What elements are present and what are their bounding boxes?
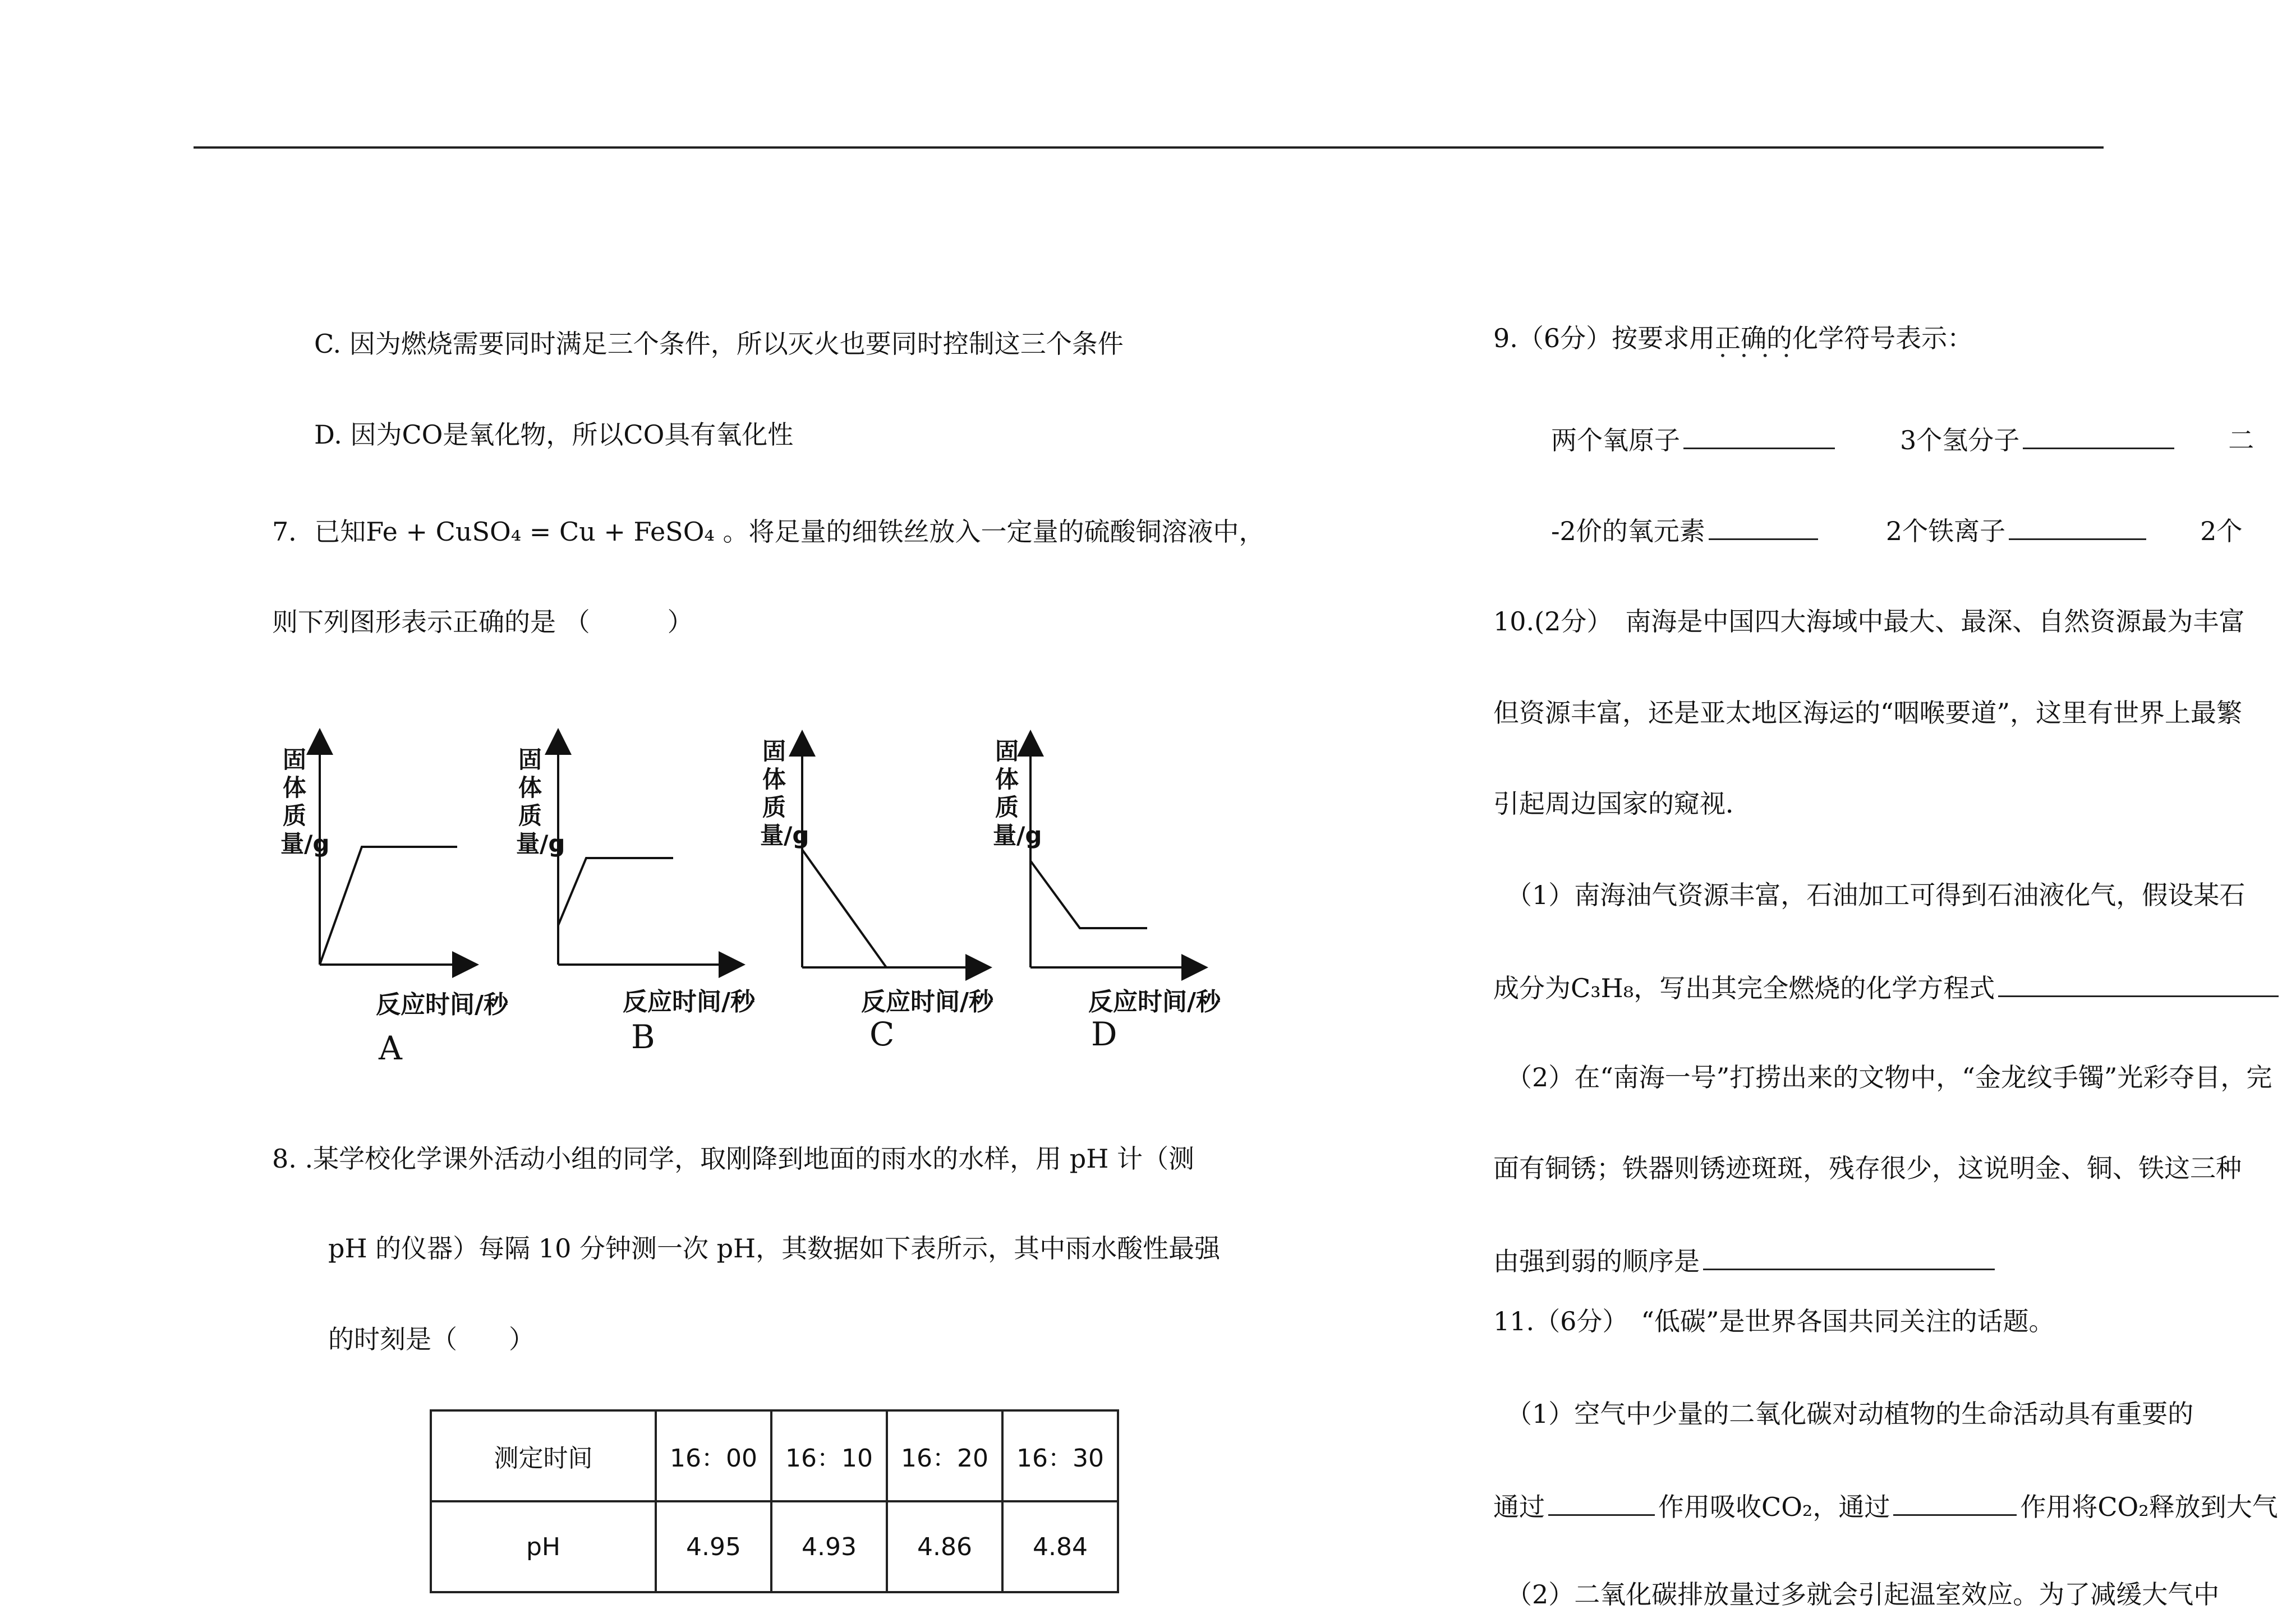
q9-title-prefix: 9.（6分）按要求用 — [1493, 323, 1715, 353]
answer-blank[interactable] — [2009, 516, 2146, 540]
graph-d-curve — [1030, 861, 1147, 928]
q10-line-2: 但资源丰富，还是亚太地区海运的“咽喉要道”，这里有世界上最繁 — [1493, 698, 2243, 728]
q10-sub1-line-1: （1）南海油气资源丰富，石油加工可得到石油液化气，假设某石 — [1506, 880, 2246, 910]
q9-item: 两个氧原子 — [1551, 425, 1680, 455]
q9-row-1 — [1551, 425, 2254, 453]
q9-item: 2个铁离子 — [1885, 516, 2006, 546]
q10-sub1-text: 成分为C₃H₈，写出其完全燃烧的化学方程式 — [1493, 973, 1995, 1003]
q6-option-c: C. 因为燃烧需要同时满足三个条件，所以灭火也要同时控制这三个条件 — [314, 329, 1124, 359]
graph-b-curve — [558, 858, 673, 925]
graph-a-y-label: 固体质量/g — [280, 746, 330, 857]
table-row-ph — [431, 1501, 1118, 1592]
answer-blank[interactable] — [1683, 425, 1835, 449]
q9-item: -2价的氧元素 — [1551, 516, 1705, 546]
answer-blank[interactable] — [2023, 425, 2174, 449]
q10-sub1-line-2 — [1493, 973, 2282, 1001]
graph-c-y-label: 固体质量/g — [760, 737, 809, 849]
time-cell: 16：10 — [771, 1410, 887, 1501]
graph-c-x-label: 反应时间/秒 — [861, 988, 994, 1016]
graph-b-letter: B — [631, 1018, 655, 1056]
graph-d-plot — [993, 732, 1206, 984]
q10-line-1: 10.(2分） 南海是中国四大海域中最大、最深、自然资源最为丰富 — [1493, 606, 2245, 637]
q8-line-1: 8. .某学校化学课外活动小组的同学，取刚降到地面的雨水的水样，用 pH 计（测 — [272, 1144, 1194, 1174]
q9-title — [1493, 325, 1973, 351]
q9-item: 2个 — [2200, 516, 2243, 546]
q7-line-1: 7．已知Fe + CuSO₄ = Cu + FeSO₄ 。将足量的细铁丝放入一定量的硫酸铜溶液中， — [272, 517, 1265, 547]
q11-text: 通过 — [1493, 1492, 1545, 1522]
q8-line-3: 的时刻是（ ） — [328, 1324, 535, 1354]
q11-text: 作用吸收CO₂，通过 — [1658, 1492, 1890, 1522]
row-header-ph: pH — [431, 1501, 656, 1592]
q11-sub1-line-1: （1）空气中少量的二氧化碳对动植物的生命活动具有重要的 — [1506, 1399, 2194, 1429]
q11-line-1: 11.（6分） “低碳”是世界各国共同关注的话题。 — [1493, 1306, 2055, 1336]
answer-blank[interactable] — [1709, 516, 1818, 540]
q11-text: 作用将CO₂释放到大气 — [2020, 1492, 2278, 1522]
q9-title-emphasis: 正确的化学 •••• — [1715, 323, 1844, 353]
ph-cell: 4.84 — [1002, 1501, 1118, 1592]
graph-b-x-label: 反应时间/秒 — [623, 988, 756, 1016]
q11-sub1-line-2 — [1493, 1492, 2278, 1520]
q9-item: 二 — [2228, 425, 2254, 455]
q10-sub2-text: 由强到弱的顺序是 — [1493, 1246, 1700, 1276]
ph-cell: 4.93 — [771, 1501, 887, 1592]
q10-line-3: 引起周边国家的窥视． — [1493, 789, 1751, 819]
graph-c-plot — [760, 732, 996, 984]
q7-line-2: 则下列图形表示正确的是 （ ） — [272, 607, 693, 637]
table-row-time — [431, 1410, 1118, 1501]
ph-cell: 4.95 — [656, 1501, 771, 1592]
q9-item: 3个氢分子 — [1900, 425, 2020, 455]
q9-title-suffix: 符号表示： — [1844, 323, 1973, 353]
ph-data-table — [430, 1409, 1119, 1593]
q6-option-d: D. 因为CO是氧化物，所以CO具有氧化性 — [314, 419, 794, 450]
q8-line-2: pH 的仪器）每隔 10 分钟测一次 pH，其数据如下表所示，其中雨水酸性最强 — [328, 1233, 1221, 1264]
answer-blank[interactable] — [1703, 1246, 1995, 1270]
graph-c-letter: C — [869, 1015, 895, 1053]
q9-row-2 — [1551, 516, 2242, 544]
graph-b-plot — [516, 735, 740, 981]
q11-sub2-line-1: （2）二氧化碳排放量过多就会引起温室效应。为了减缓大气中 — [1506, 1579, 2220, 1610]
time-cell: 16：20 — [887, 1410, 1002, 1501]
graph-a-letter: A — [379, 1029, 402, 1067]
graph-d-letter: D — [1091, 1015, 1117, 1053]
q10-sub2-line-2: 面有铜锈；铁器则锈迹斑斑，残存很少，这说明金、铜、铁这三种 — [1493, 1153, 2242, 1183]
q10-sub2-line-1: （2）在“南海一号”打捞出来的文物中，“金龙纹手镯”光彩夺目，完 — [1506, 1062, 2272, 1092]
row-header-time: 测定时间 — [431, 1410, 656, 1501]
graph-a-curve — [320, 847, 457, 965]
header-rule — [194, 146, 2104, 149]
answer-blank[interactable] — [1998, 973, 2279, 997]
time-cell: 16：30 — [1002, 1410, 1118, 1501]
graph-a-plot — [280, 735, 471, 981]
time-cell: 16：00 — [656, 1410, 771, 1501]
answer-blank[interactable] — [1893, 1492, 2017, 1516]
graph-d-x-label: 反应时间/秒 — [1088, 988, 1221, 1016]
answer-blank[interactable] — [1548, 1492, 1655, 1516]
graph-b-y-label: 固体质量/g — [516, 746, 565, 857]
q10-sub2-line-3 — [1493, 1246, 1998, 1274]
graph-a-x-label: 反应时间/秒 — [376, 990, 509, 1019]
ph-cell: 4.86 — [887, 1501, 1002, 1592]
graph-c-curve — [802, 850, 886, 967]
graph-d-y-label: 固体质量/g — [993, 737, 1042, 849]
